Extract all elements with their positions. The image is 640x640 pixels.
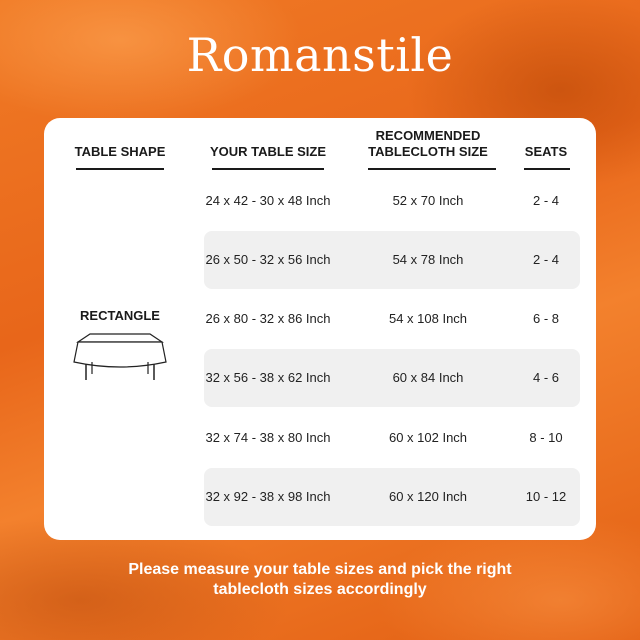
table-size-cell: 26 x 80 - 32 x 86 Inch — [205, 311, 331, 326]
seats-cell: 2 - 4 — [532, 193, 559, 208]
header-underline — [524, 168, 570, 170]
header-recommended — [362, 128, 494, 160]
header-recommended-line1: RECOMMENDED — [375, 128, 481, 143]
seats-cell: 6 - 8 — [532, 311, 559, 326]
header-seats: SEATS — [524, 144, 568, 159]
table-size-cell: 32 x 56 - 38 x 62 Inch — [205, 370, 331, 385]
header-table-size: YOUR TABLE SIZE — [209, 144, 327, 159]
measure-note-line2: tablecloth sizes accordingly — [213, 581, 427, 598]
measure-note — [0, 560, 640, 600]
tablecloth-size-cell: 54 x 108 Inch — [388, 311, 468, 326]
table-row — [204, 349, 580, 407]
brand-logo: Romanstile — [186, 28, 454, 82]
table-row — [204, 172, 580, 230]
header-underline — [368, 168, 496, 170]
seats-cell: 2 - 4 — [532, 252, 559, 267]
tablecloth-size-cell: 52 x 70 Inch — [392, 193, 464, 208]
shape-label: RECTANGLE — [80, 308, 160, 323]
tablecloth-size-cell: 60 x 102 Inch — [388, 430, 468, 445]
header-underline — [76, 168, 164, 170]
seats-cell: 4 - 6 — [532, 370, 559, 385]
seats-cell: 10 - 12 — [525, 489, 567, 504]
table-size-cell: 32 x 74 - 38 x 80 Inch — [205, 430, 331, 445]
table-row — [204, 409, 580, 467]
seats-cell: 8 - 10 — [529, 430, 563, 445]
table-size-cell: 24 x 42 - 30 x 48 Inch — [205, 193, 331, 208]
header-underline — [212, 168, 324, 170]
header-recommended-line2: TABLECLOTH SIZE — [368, 144, 488, 159]
rectangle-table-icon — [72, 332, 168, 382]
tablecloth-size-cell: 60 x 120 Inch — [388, 489, 468, 504]
header-table-shape: TABLE SHAPE — [74, 144, 166, 159]
size-chart-card — [44, 118, 596, 540]
table-row — [204, 468, 580, 526]
table-size-cell: 32 x 92 - 38 x 98 Inch — [205, 489, 331, 504]
table-size-cell: 26 x 50 - 32 x 56 Inch — [205, 252, 331, 267]
tablecloth-size-cell: 54 x 78 Inch — [392, 252, 464, 267]
measure-note-line1: Please measure your table sizes and pick the right — [128, 561, 512, 578]
table-row — [204, 290, 580, 348]
tablecloth-size-cell: 60 x 84 Inch — [392, 370, 464, 385]
table-row — [204, 231, 580, 289]
